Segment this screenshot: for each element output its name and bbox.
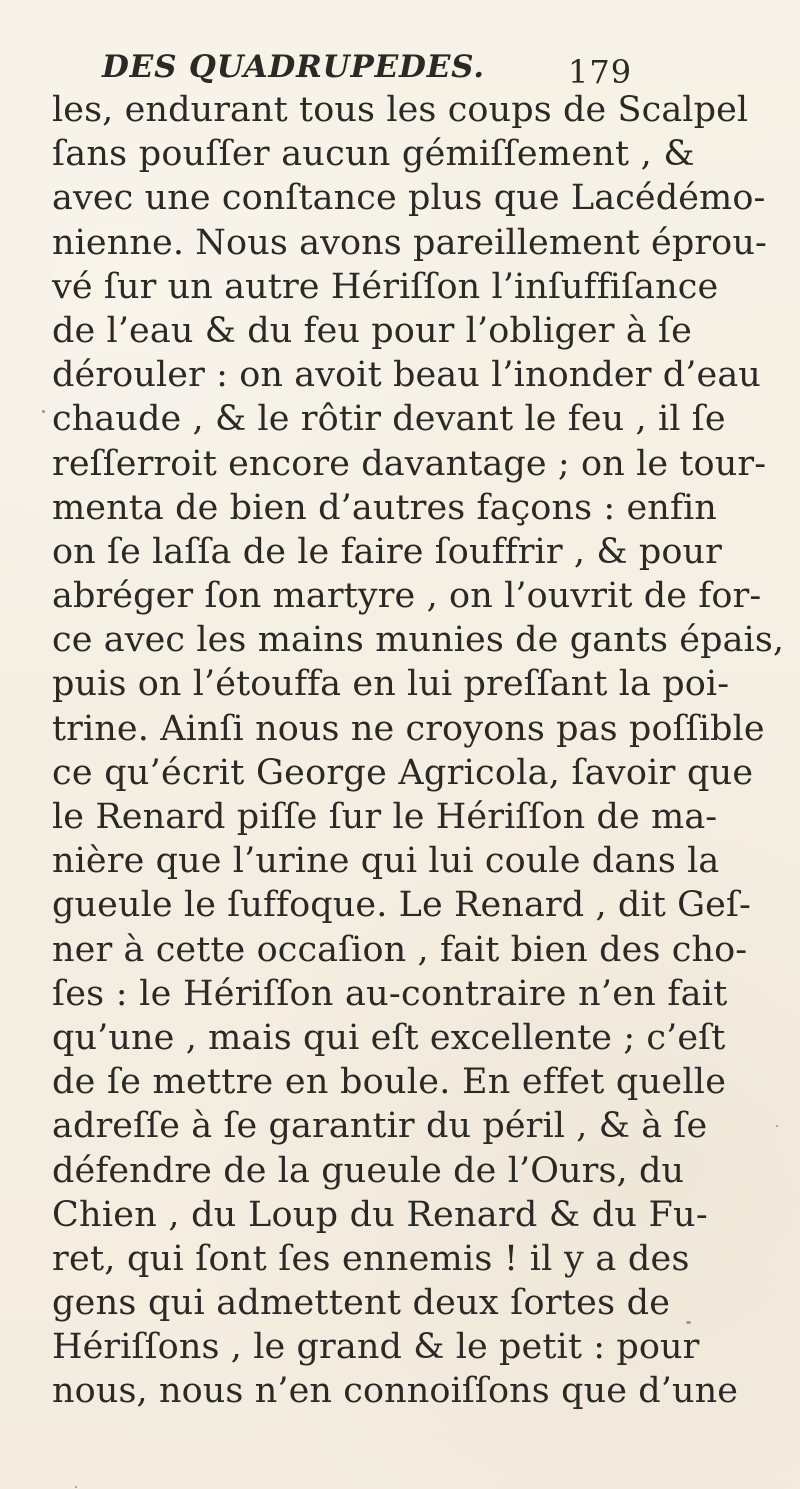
text-line-17: le Renard piſſe ſur le Hériſſon de ma- xyxy=(52,797,718,837)
text-line-6: de l’eau & du feu pour l’obliger à ſe xyxy=(52,310,692,351)
text-line-4: nienne. Nous avons pareillement éprou- xyxy=(52,222,767,263)
text-line-7: dérouler : on avoit beau l’inonder d’eau xyxy=(52,355,761,396)
text-line-18: nière que l’urine qui lui coule dans la xyxy=(52,841,720,882)
text-line-20: ner à cette occaſion , fait bien des cho- xyxy=(52,929,748,970)
text-line-28: gens qui admettent deux ſortes de xyxy=(52,1283,671,1324)
text-line-30: nous, nous n’en connoiſſons que d’une xyxy=(52,1371,739,1412)
text-line-3: avec une conſtance plus que Lacédémo- xyxy=(52,178,766,219)
text-line-21: ſes : le Hériſſon au-contraire n’en fait xyxy=(52,973,728,1014)
speck xyxy=(686,1321,691,1324)
speck xyxy=(776,1125,778,1127)
text-line-19: gueule le ſuffoque. Le Renard , dit Geſ- xyxy=(52,885,751,926)
speck xyxy=(42,410,45,413)
text-line-26: Chien , du Loup du Renard & du Fu- xyxy=(52,1194,708,1235)
body-text xyxy=(52,88,785,1414)
text-line-11: on ſe laſſa de le faire ſouffrir , & pour xyxy=(52,531,722,572)
text-line-9: reſſerroit encore davantage ; on le tour- xyxy=(52,443,767,484)
text-line-10: menta de bien d’autres façons : enfin xyxy=(52,487,717,528)
speck xyxy=(75,1486,77,1488)
text-line-12: abréger ſon martyre , on l’ouvrit de for- xyxy=(52,576,762,617)
text-line-27: ret, qui ſont ſes ennemis ! il y a des xyxy=(52,1238,690,1279)
text-line-25: défendre de la gueule de l’Ours, du xyxy=(52,1150,685,1191)
running-head: DES QUADRUPEDES. xyxy=(102,49,485,85)
text-line-15: trine. Ainſi nous ne croyons pas poſſible xyxy=(52,708,765,749)
text-line-24: adreſſe à ſe garantir du péril , & à ſe xyxy=(52,1106,708,1147)
text-line-2: ſans pouſſer aucun gémiſſement , & xyxy=(52,134,695,175)
text-line-5: vé ſur un autre Hériſſon l’inſuffiſance xyxy=(52,266,719,307)
page-number: 179 xyxy=(568,53,633,91)
text-line-23: de ſe mettre en boule. En effet quelle xyxy=(52,1062,727,1103)
text-line-13: ce avec les mains munies de gants épais, xyxy=(52,620,785,661)
text-line-1: les, endurant tous les coups de Scalpel xyxy=(52,90,749,130)
text-line-8: chaude , & le rôtir devant le feu , il ſe xyxy=(52,399,726,440)
text-line-16: ce qu’écrit George Agricola, ſavoir que xyxy=(52,752,754,793)
text-line-29: Hériſſons , le grand & le petit : pour xyxy=(52,1327,700,1368)
text-line-14: puis on l’étouffa en lui preſſant la poi- xyxy=(52,664,730,705)
text-line-22: qu’une , mais qui eſt excellente ; c’eſt xyxy=(52,1017,726,1058)
